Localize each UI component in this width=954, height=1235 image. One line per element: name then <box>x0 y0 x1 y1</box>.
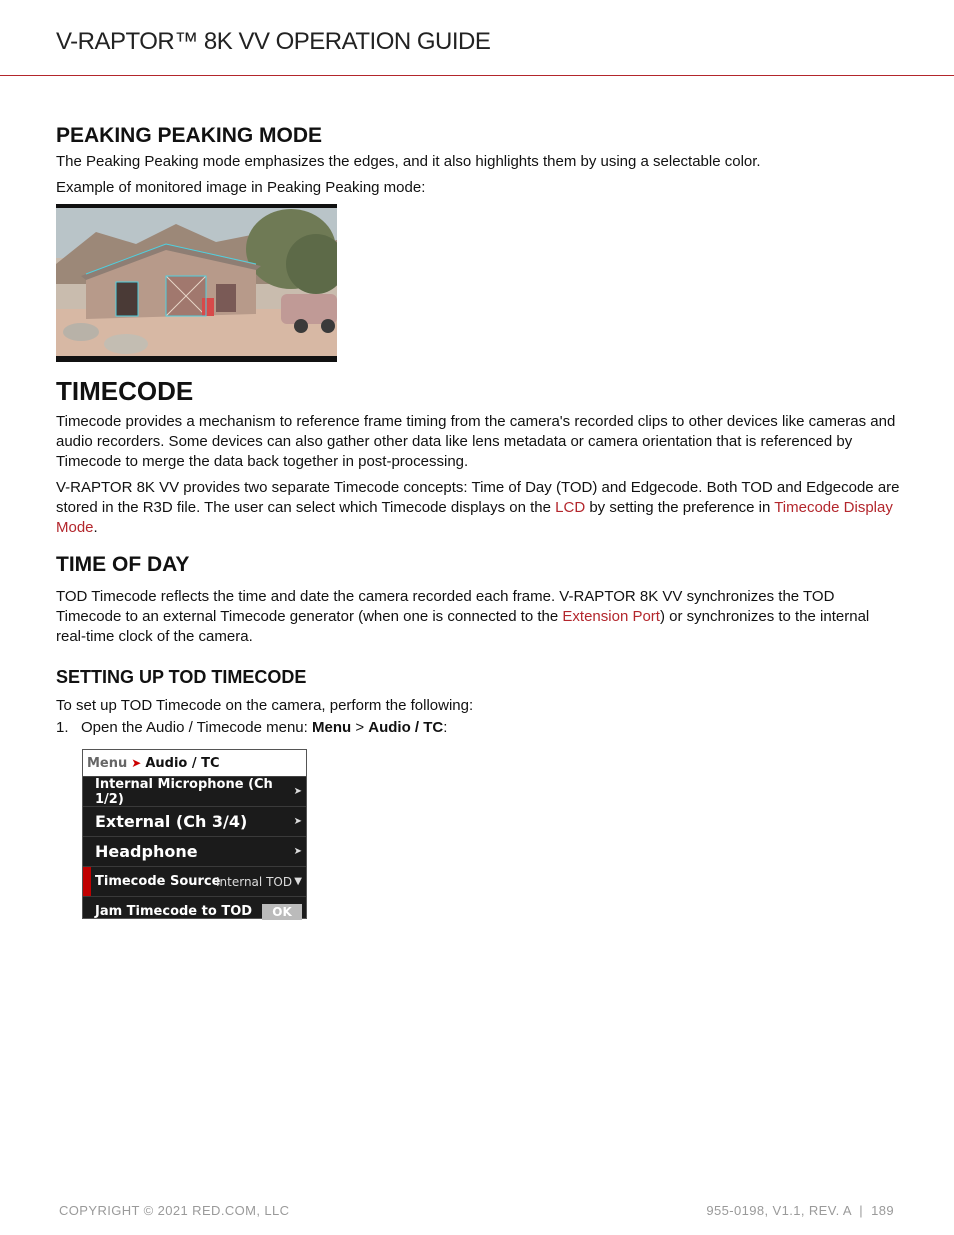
menu-breadcrumb <box>83 750 306 777</box>
timecode-concepts-text-b: by setting the preference in <box>585 499 775 516</box>
extension-port-link[interactable]: Extension Port <box>562 608 660 625</box>
peaking-example-caption: Example of monitored image in Peaking Peaking mode: <box>56 179 426 196</box>
chevron-right-icon: ➤ <box>293 816 302 827</box>
menu-item-label: Jam Timecode to TOD <box>95 904 253 919</box>
setup-intro: To set up TOD Timecode on the camera, perform the following: <box>56 697 474 714</box>
breadcrumb-current: Audio / TC <box>145 755 220 771</box>
lcd-link[interactable]: LCD <box>555 499 586 516</box>
menu-item-jam-timecode <box>83 897 306 926</box>
timecode-intro-paragraph: Timecode provides a mechanism to reference frame timing from the camera's recorded clips to other devices like cameras and audio recorders. Some devices can also gather other data like lens metadata or camera orientation that is referenced by Timecode to merge the data back together in post-processing. <box>56 413 896 470</box>
chevron-right-icon: ➤ <box>293 846 302 857</box>
menu-item-internal-microphone[interactable] <box>83 777 306 807</box>
audio-tc-menu-screenshot <box>82 749 307 919</box>
time-of-day-text-b: ) or synchronizes to the internal real-time clock of the camera. <box>56 608 870 645</box>
timecode-display-mode-link[interactable]: Timecode Display Mode <box>56 499 893 536</box>
footer-copyright: COPYRIGHT © 2021 RED.COM, LLC <box>59 1203 290 1218</box>
section-heading-setting-up-tod: SETTING UP TOD TIMECODE <box>56 667 307 687</box>
menu-item-label: Timecode Source <box>95 874 221 889</box>
menu-item-timecode-source[interactable] <box>83 867 306 897</box>
jam-ok-button[interactable]: OK <box>262 904 302 920</box>
breadcrumb-menu[interactable]: Menu <box>87 755 128 771</box>
time-of-day-text-a: TOD Timecode reflects the time and date the camera recorded each frame. V-RAPTOR 8K VV synchronizes the TOD Timecode to an external Timecode generator (when one is connected to the <box>56 588 835 625</box>
breadcrumb-arrow-icon: ➤ <box>131 756 142 770</box>
chevron-down-icon[interactable]: ▼ <box>294 876 302 887</box>
footer-doc-ref-page: 955-0198, V1.1, REV. A | 189 <box>706 1203 894 1218</box>
menu-item-label: External (Ch 3/4) <box>95 812 248 831</box>
timecode-concepts-paragraph <box>56 478 901 538</box>
menu-item-label: Headphone <box>95 842 198 861</box>
step-number: 1. <box>56 719 69 736</box>
timecode-concepts-text-c: . <box>93 519 98 536</box>
peaking-example-image <box>56 204 337 362</box>
menu-item-external[interactable] <box>83 807 306 837</box>
peaking-description: The Peaking Peaking mode emphasizes the edges, and it also highlights them by using a selectable color. <box>56 153 761 170</box>
step-colon: : <box>443 719 448 736</box>
time-of-day-paragraph <box>56 587 901 647</box>
section-heading-timecode: TIMECODE <box>56 376 194 406</box>
menu-item-label: Internal Microphone (Ch 1/2) <box>95 776 273 807</box>
timecode-source-value[interactable]: Internal TOD <box>216 874 292 889</box>
selection-indicator <box>83 867 91 896</box>
section-heading-time-of-day: TIME OF DAY <box>56 553 190 576</box>
chevron-right-icon: ➤ <box>293 786 302 797</box>
desert-building-photo <box>56 204 337 362</box>
setup-step-1 <box>56 718 901 738</box>
step-text: Open the Audio / Timecode menu: <box>81 719 312 736</box>
menu-item-headphone[interactable] <box>83 837 306 867</box>
step-separator: > <box>351 719 369 736</box>
step-audio-tc-label: Audio / TC <box>368 719 444 736</box>
section-heading-peaking: PEAKING PEAKING MODE <box>56 124 323 147</box>
page-header-title: V-RAPTOR™ 8K VV OPERATION GUIDE <box>56 28 491 55</box>
header-divider <box>0 75 954 76</box>
step-menu-label: Menu <box>311 719 352 736</box>
timecode-concepts-text-a: V-RAPTOR 8K VV provides two separate Timecode concepts: Time of Day (TOD) and Edgecode. Both TOD and Edgecode are stored in the R3D file. The user can select which Timecode displays on the <box>56 479 900 516</box>
